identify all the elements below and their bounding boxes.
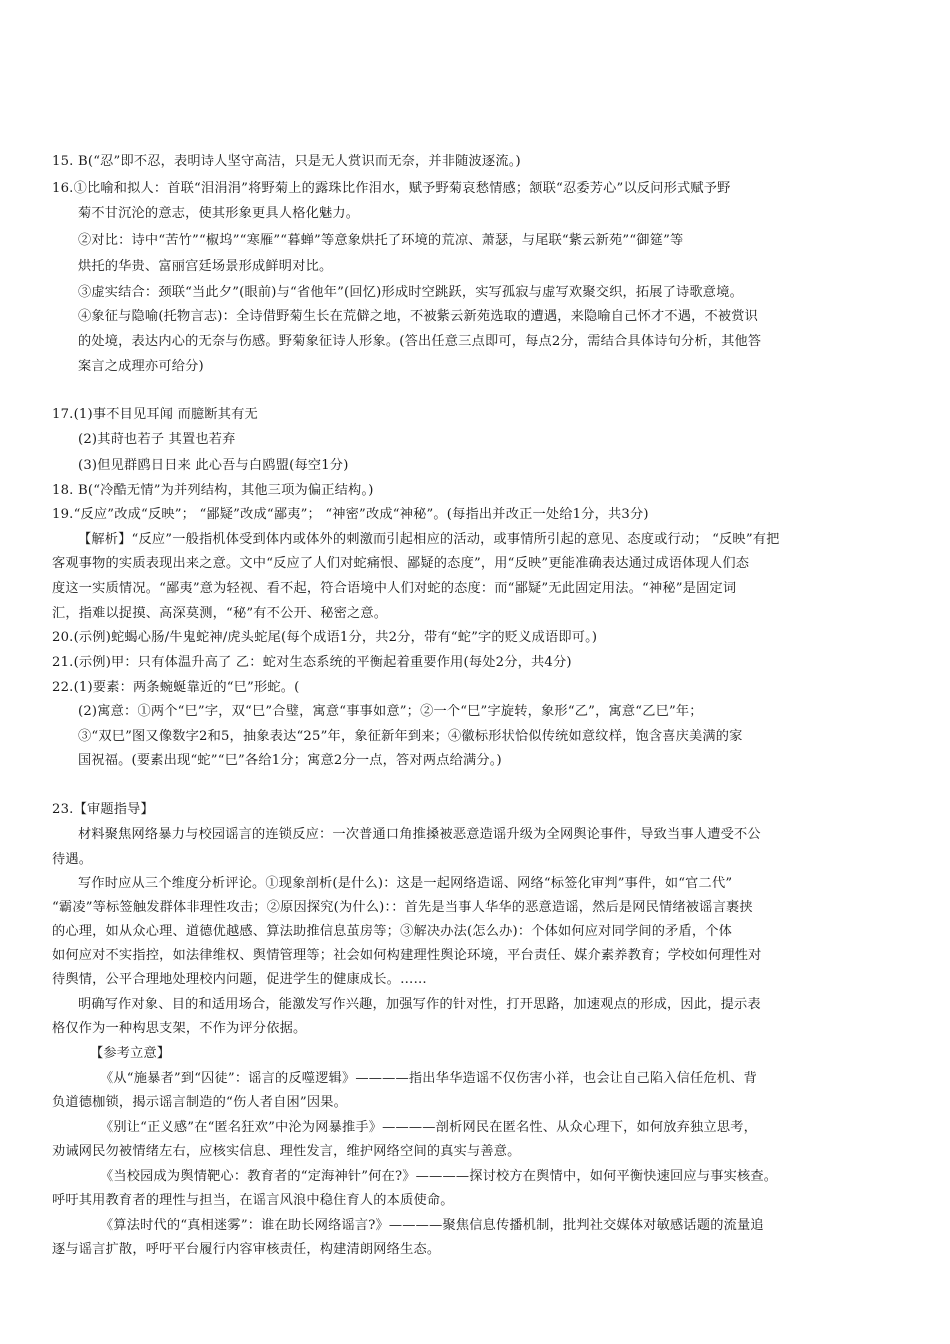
answer-23-para-1-line-1: 材料聚焦网络暴力与校园谣言的连锁反应：一次普通口角推搡被恶意造谣升级为全网舆论事件，导致当事人遭受不公 — [78, 827, 761, 842]
answer-23-ref-4-line-2: 逐与谣言扩散，呼吁平台履行内容审核责任，构建清朗网络生态。 — [52, 1242, 441, 1257]
answer-23-ref-3-line-2: 呼吁其用教育者的理性与担当，在谣言风浪中稳住育人的本质使命。 — [52, 1193, 454, 1208]
answer-17-line-1: 17.(1)事不目见耳闻 而臆断其有无 — [52, 407, 258, 422]
answer-16-line-1: 16.①比喻和拟人：首联“泪涓涓”将野菊上的露珠比作泪水，赋予野菊哀愁情感；颔联“忍委芳心”以反问形式赋予野 — [52, 181, 731, 196]
answer-23-para-2-line-3: 的心理，如从众心理、道德优越感、算法助推信息茧房等；③解决办法(怎么办)：个体如何应对同学间的矛盾，个体 — [52, 924, 733, 939]
answer-20-line-1: 20.(示例)蛇蝎心肠/牛鬼蛇神/虎头蛇尾(每个成语1分，共2分，带有“蛇”字的贬义成语即可。) — [52, 630, 598, 645]
answer-19-analysis-line-2: 客观事物的实质表现出来之意。文中“反应了人们对蛇痛恨、鄙疑的态度”，用“反映”更能准确表达通过成语体现人们态 — [52, 556, 750, 571]
answer-23-heading: 23.【审题指导】 — [52, 802, 154, 817]
answer-16-line-7: 的处境，表达内心的无奈与伤感。野菊象征诗人形象。(答出任意三点即可，每点2分，需结合具体诗句分析，其他答 — [78, 334, 762, 349]
answer-18-line-1: 18. B(“冷酷无情”为并列结构，其他三项为偏正结构。) — [52, 483, 374, 498]
answer-23-ref-1-line-2: 负道德枷锁，揭示谣言制造的“伤人者自困”因果。 — [52, 1095, 348, 1110]
answer-23-para-3-line-2: 格仅作为一种构思支架，不作为评分依据。 — [52, 1021, 307, 1036]
answer-16-line-6: ④象征与隐喻(托物言志)：全诗借野菊生长在荒僻之地，不被紫云新苑选取的遭遇，来隐喻自己怀才不遇，不被赏识 — [78, 309, 759, 324]
answer-23-ref-3-line-1: 《当校园成为舆情靶心：教育者的“定海神针”何在?》————探讨校方在舆情中，如何平衡快速回应与事实核查。 — [100, 1169, 778, 1184]
answer-23-reference-heading: 【参考立意】 — [90, 1046, 171, 1061]
answer-23-para-2-line-4: 如何应对不实指控，如法律维权、舆情管理等；社会如何构建理性舆论环境，平台责任、媒介素养教育；学校如何理性对 — [52, 948, 762, 963]
answer-23-para-1-line-2: 待遇。 — [52, 852, 93, 867]
answer-16-line-3: ②对比：诗中“苦竹”“椒坞”“寒雁”“暮蝉”等意象烘托了环境的荒凉、萧瑟，与尾联“紫云新苑”“御筵”等 — [78, 233, 684, 248]
answer-23-ref-1-line-1: 《从“施暴者”到“囚徒”：谣言的反噬逻辑》————指出华华造谣不仅伤害小祥，也会让自己陷入信任危机、背 — [100, 1071, 757, 1086]
answer-16-line-4: 烘托的华贵、富丽宫廷场景形成鲜明对比。 — [78, 259, 333, 274]
answer-15-line-1: 15. B(“忍”即不忍，表明诗人坚守高洁，只是无人赏识而无奈，并非随波逐流。) — [52, 154, 521, 169]
answer-23-ref-2-line-2: 劝诫网民勿被情绪左右，应核实信息、理性发言，维护网络空间的真实与善意。 — [52, 1144, 521, 1159]
answer-22-line-1: 22.(1)要素：两条蜿蜒靠近的“巳”形蛇。( — [52, 680, 300, 695]
answer-17-line-2: (2)其莳也若子 其置也若弃 — [78, 432, 236, 447]
answer-19-line-1: 19.“反应”改成“反映”； “鄙疑”改成“鄙夷”； “神密”改成“神秘”。(每指出并改正一处给1分，共3分) — [52, 507, 649, 522]
answer-16-line-8: 案言之成理亦可给分) — [78, 359, 204, 374]
answer-23-para-3-line-1: 明确写作对象、目的和适用场合，能激发写作兴趣，加强写作的针对性，打开思路，加速观点的形成，因此，提示表 — [78, 997, 761, 1012]
answer-19-analysis-line-3: 度这一实质情况。“鄙夷”意为轻视、看不起，符合语境中人们对蛇的态度：而“鄙疑”无此固定用法。“神秘”是固定词 — [52, 581, 737, 596]
answer-22-line-4: 国祝福。(要素出现“蛇”“巳”各给1分；寓意2分一点，答对两点给满分。) — [78, 753, 502, 768]
answer-22-line-2: (2)寓意：①两个“巳”字，双“巳”合璧，寓意“事事如意”；②一个“巳”字旋转，象形“乙”，寓意“乙巳”年； — [78, 704, 703, 719]
answer-17-line-3: (3)但见群鸥日日来 此心吾与白鸥盟(每空1分) — [78, 458, 349, 473]
answer-23-para-2-line-2: “霸凌”等标签触发群体非理性攻击；②原因探究(为什么)：：首先是当事人华华的恶意造谣，然后是网民情绪被谣言裹挟 — [52, 900, 753, 915]
answer-19-analysis-line-1: 【解析】“反应”一般指机体受到体内或体外的刺激而引起相应的活动，或事情所引起的意见、态度或行动； “反映”有把 — [78, 532, 780, 547]
answer-23-ref-4-line-1: 《算法时代的“真相迷雾”：谁在助长网络谣言?》————聚焦信息传播机制，批判社交媒体对敏感话题的流量追 — [100, 1218, 764, 1233]
answer-16-line-5: ③虚实结合：颈联“当此夕”(眼前)与“省他年”(回忆)形成时空跳跃，实写孤寂与虚写欢聚交织，拓展了诗歌意境。 — [78, 285, 743, 300]
answer-19-analysis-line-4: 汇，指难以捉摸、高深莫测，“秘”有不公开、秘密之意。 — [52, 606, 388, 621]
answer-23-ref-2-line-1: 《别让“正义感”在“匿名狂欢”中沦为网暴推手》————剖析网民在匿名性、从众心理下，如何放弃独立思考， — [100, 1120, 757, 1135]
answer-22-line-3: ③“双巳”图又像数字2和5，抽象表达“25”年，象征新年到来；④徽标形状恰似传统如意纹样，饱含喜庆美满的家 — [78, 729, 743, 744]
answer-23-para-2-line-5: 待舆情，公平合理地处理校内问题，促进学生的健康成长。…… — [52, 972, 427, 987]
answer-16-line-2: 菊不甘沉沦的意志，使其形象更具人格化魅力。 — [78, 206, 360, 221]
answer-23-para-2-line-1: 写作时应从三个维度分析评论。①现象剖析(是什么)：这是一起网络造谣、网络“标签化审判”事件，如“官二代” — [78, 876, 733, 891]
answer-21-line-1: 21.(示例)甲：只有体温升高了 乙：蛇对生态系统的平衡起着重要作用(每处2分，共4分) — [52, 655, 572, 670]
